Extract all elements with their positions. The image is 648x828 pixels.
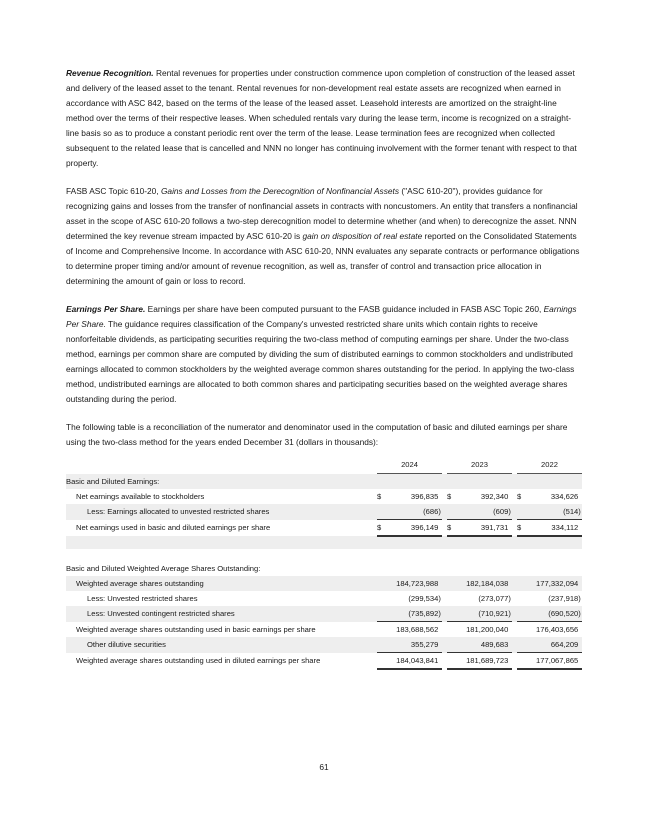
cell-value: 176,403,656 bbox=[536, 625, 579, 634]
section-label-shares: Basic and Diluted Weighted Average Shares Outstanding: bbox=[66, 564, 261, 573]
table-row bbox=[66, 489, 582, 504]
currency-symbol: $ bbox=[517, 520, 526, 537]
table-row bbox=[66, 591, 582, 606]
cell-value: 392,340 bbox=[480, 492, 509, 501]
close-paren: ) bbox=[578, 504, 582, 520]
row-label: Net earnings available to stockholders bbox=[76, 492, 205, 501]
eps-reconciliation-table bbox=[66, 456, 582, 670]
cell-value: 183,688,562 bbox=[396, 625, 439, 634]
year-header-2022: 2022 bbox=[517, 456, 582, 474]
close-paren: ) bbox=[508, 504, 512, 520]
cell-value: (690,520 bbox=[526, 606, 579, 622]
cell-value: 184,723,988 bbox=[386, 576, 439, 591]
revenue-recognition-heading: Revenue Recognition. bbox=[66, 68, 154, 78]
table-row bbox=[66, 653, 582, 670]
asc-text-3: reported on the Consolidated Statements of Income and Comprehensive Income. In accordance with ASC 610-20, NNN evaluates any separate contracts or performance obligations to determine proper timing and/or amount of revenue recognition, as well as, transfer of control and transaction price allocation in determining the amount of gain or loss to record. bbox=[66, 231, 580, 286]
eps-text-1: Earnings per share have been computed pursuant to the FASB guidance included in FASB ASC Topic 260, bbox=[145, 304, 544, 314]
cell-value: 355,279 bbox=[386, 637, 439, 653]
asc-text-1: FASB ASC Topic 610-20, bbox=[66, 186, 161, 196]
asc-610-20-paragraph bbox=[66, 184, 582, 289]
cell-value: 181,200,040 bbox=[466, 625, 509, 634]
cell-value: 177,332,094 bbox=[526, 576, 579, 591]
revenue-recognition-text: Rental revenues for properties under construction commence upon completion of construction of the leased asset and delivery of the leased asset to the tenant. Rental revenues for non-development real estate assets are recognized when earned in accordance with ASC 842, based on the terms of the lease of the leased asset. Leasehold interests are amortized on the straight-line method over the terms of their respective leases. When scheduled rentals vary during the lease term, income is recognized on a straight-line basis so as to produce a constant periodic rent over the term of the lease. Lease termination fees are recognized when collected subsequent to the related lease that is cancelled and NNN no longer has continuing involvement with the former tenant with respect to that property. bbox=[66, 68, 577, 168]
close-paren: ) bbox=[438, 504, 442, 520]
eps-text-2: The guidance requires classification of the Company's unvested restricted share units which contain rights to receive nonforfeitable dividends, as participating securities requiring the two-class method of computing earnings per share. Under the two-class method, earnings per common share are computed by dividing the sum of distributed earnings to common stockholders and undistributed earnings allocated to common stockholders by the weighted average common shares outstanding for the period. In applying the two-class method, undistributed earnings are allocated to both common shares and participating securities based on the weighted average shares outstanding during the period. bbox=[66, 319, 575, 404]
table-spacer-row bbox=[66, 536, 582, 549]
row-label: Weighted average shares outstanding bbox=[66, 576, 377, 591]
row-label: Net earnings used in basic and diluted earnings per share bbox=[76, 523, 271, 533]
cell-value: 489,683 bbox=[456, 637, 509, 653]
cell-value: (237,918 bbox=[548, 594, 579, 603]
close-paren: ) bbox=[578, 594, 581, 603]
cell-value: 391,731 bbox=[456, 520, 509, 537]
section-label-earnings: Basic and Diluted Earnings: bbox=[66, 474, 582, 490]
row-label: Less: Unvested restricted shares bbox=[87, 594, 198, 603]
cell-value: 184,043,841 bbox=[386, 653, 439, 670]
asc-text-2: ("ASC 610-20"), provides guidance for recognizing gains and losses from the transfer of nonfinancial assets in contracts with noncustomers. An entity that transfers a nonfinancial asset in the scope of ASC 610-20 follows a two-step derecognition model to determine whether (and when) to derecognize the asset. NNN determined the key revenue stream impacted by ASC 610-20 is bbox=[66, 186, 578, 241]
cell-value: (609 bbox=[456, 504, 509, 520]
close-paren: ) bbox=[508, 594, 511, 603]
row-label: Weighted average shares outstanding used in basic earnings per share bbox=[76, 624, 316, 634]
table-row bbox=[66, 474, 582, 490]
close-paren: ) bbox=[438, 594, 441, 603]
row-label: Other dilutive securities bbox=[66, 637, 377, 653]
table-row bbox=[66, 622, 582, 638]
year-header-2024: 2024 bbox=[377, 456, 442, 474]
cell-value: 181,689,723 bbox=[456, 653, 509, 670]
currency-symbol: $ bbox=[377, 520, 386, 537]
table-intro-paragraph: The following table is a reconciliation of the numerator and denominator used in the computation of basic and diluted earnings per share using the two-class method for the years ended December 31 (dollars in thousands): bbox=[66, 422, 568, 447]
year-header-2023: 2023 bbox=[447, 456, 512, 474]
row-label: Less: Earnings allocated to unvested restricted shares bbox=[66, 504, 377, 520]
cell-value: 396,835 bbox=[410, 492, 439, 501]
cell-value: 664,209 bbox=[526, 637, 579, 653]
cell-value: 334,112 bbox=[526, 520, 579, 537]
table-row bbox=[66, 504, 582, 520]
close-paren: ) bbox=[438, 606, 442, 622]
cell-value: (299,534 bbox=[408, 594, 439, 603]
table-header-row bbox=[66, 456, 582, 474]
cell-value: 177,067,865 bbox=[526, 653, 579, 670]
cell-value: (273,077 bbox=[478, 594, 509, 603]
cell-value: (710,921 bbox=[456, 606, 509, 622]
revenue-recognition-paragraph bbox=[66, 66, 582, 171]
asc-gain-italic: gain on disposition of real estate bbox=[302, 231, 423, 241]
currency-symbol: $ bbox=[447, 520, 456, 537]
cell-value: (514 bbox=[526, 504, 579, 520]
page-body bbox=[66, 66, 582, 670]
earnings-per-share-heading: Earnings Per Share. bbox=[66, 304, 146, 314]
table-spacer-row bbox=[66, 549, 582, 561]
cell-value: 334,626 bbox=[550, 492, 579, 501]
table-row bbox=[66, 576, 582, 591]
asc-title-italic: Gains and Losses from the Derecognition of Nonfinancial Assets bbox=[160, 186, 400, 196]
page-number: 61 bbox=[319, 762, 329, 772]
table-row bbox=[66, 561, 582, 576]
cell-value: (686 bbox=[386, 504, 439, 520]
row-label: Less: Unvested contingent restricted shares bbox=[66, 606, 377, 622]
eps-italic-title: Earnings Per Share. bbox=[66, 304, 577, 329]
cell-value: 396,149 bbox=[386, 520, 439, 537]
currency-symbol: $ bbox=[516, 492, 522, 501]
close-paren: ) bbox=[508, 606, 512, 622]
currency-symbol: $ bbox=[377, 492, 382, 501]
cell-value: 182,184,038 bbox=[456, 576, 509, 591]
close-paren: ) bbox=[578, 606, 582, 622]
earnings-per-share-paragraph bbox=[66, 302, 582, 407]
cell-value: (735,892 bbox=[386, 606, 439, 622]
table-row bbox=[66, 520, 582, 537]
table-row bbox=[66, 606, 582, 622]
currency-symbol: $ bbox=[447, 492, 452, 501]
row-label: Weighted average shares outstanding used in diluted earnings per share bbox=[76, 656, 321, 666]
table-row bbox=[66, 637, 582, 653]
